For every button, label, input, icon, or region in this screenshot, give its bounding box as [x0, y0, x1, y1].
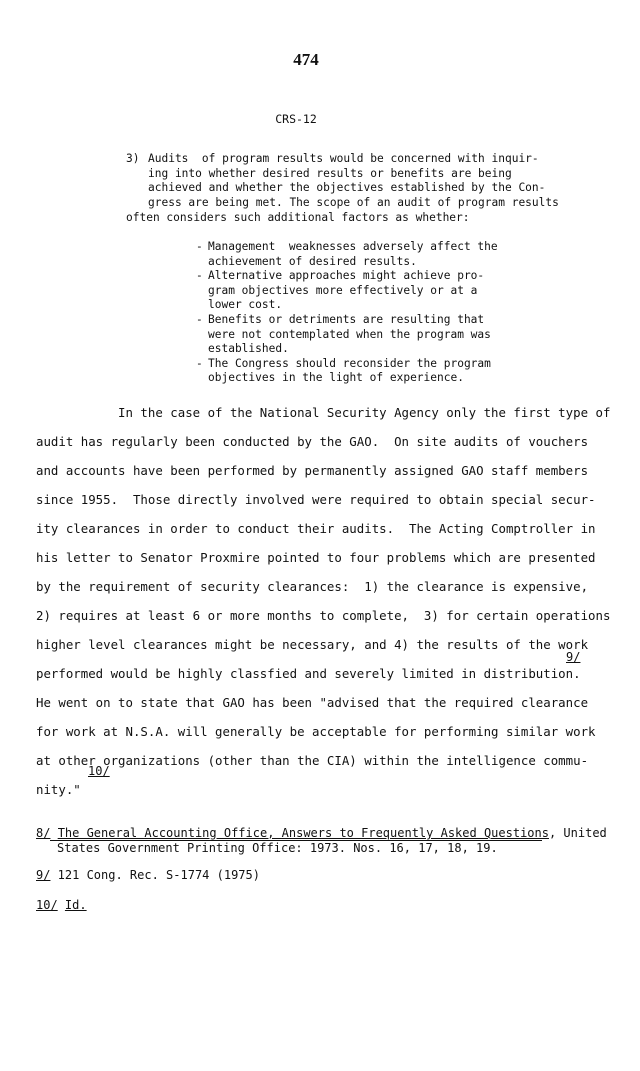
bullet-line: established.	[208, 342, 289, 356]
bullet-dash: -	[196, 269, 203, 283]
body-line: by the requirement of security clearances: 1) the clearance is expensive,	[36, 579, 589, 594]
body-paragraph	[36, 398, 611, 804]
page-number: 474	[293, 50, 319, 69]
body-line: for work at N.S.A. will generally be acceptable for performing similar work	[36, 724, 596, 739]
bullet-list	[196, 240, 536, 386]
body-line: since 1955. Those directly involved were required to obtain special secur-	[36, 492, 596, 507]
body-line: and accounts have been performed by permanently assigned GAO staff members	[36, 463, 589, 478]
bullet-dash: -	[196, 356, 203, 370]
document-id: CRS-12	[275, 112, 317, 126]
footnote-ref-10: 10/	[88, 764, 110, 778]
bullet-item	[196, 357, 536, 386]
point3-line: gress are being met. The scope of an audit of program results	[148, 196, 559, 210]
footnote-8-line-2: States Government Printing Office: 1973. Nos. 16, 17, 18, 19.	[57, 841, 498, 855]
bullet-line: achievement of desired results.	[208, 254, 417, 268]
bullet-dash: -	[196, 240, 203, 253]
footnote-title: The General Accounting Office, Answers to Frequently Asked Questions	[57, 826, 549, 840]
body-line: 2) requires at least 6 or more months to complete, 3) for certain operations	[36, 608, 611, 623]
footnote-text: 121 Cong. Rec. S-1774 (1975)	[50, 868, 260, 882]
body-line: He went on to state that GAO has been "advised that the required clearance	[36, 695, 589, 710]
body-line: nity."	[36, 782, 81, 797]
body-line: ity clearances in order to conduct their audits. The Acting Comptroller in	[36, 521, 596, 536]
footnote-9	[36, 868, 260, 883]
bullet-line: were not contemplated when the program was	[208, 327, 491, 341]
bullet-line: Alternative approaches might achieve pro-	[208, 269, 485, 283]
bullet-line: Management weaknesses adversely affect the	[208, 240, 498, 253]
bullet-line: objectives in the light of experience.	[208, 371, 464, 385]
footnote-ref-9: 9/	[566, 650, 581, 664]
bullet-line: lower cost.	[208, 298, 283, 312]
footnote-marker: 9/	[36, 868, 51, 882]
bullet-line: The Congress should reconsider the program	[208, 356, 491, 370]
bullet-line: Benefits or detriments are resulting that	[208, 312, 485, 326]
point3-line: Audits of program results would be concerned with inquir-	[148, 152, 539, 165]
body-line: at other organizations (other than the CIA) within the intelligence commu-	[36, 753, 589, 768]
body-line: audit has regularly been conducted by the GAO. On site audits of vouchers	[36, 434, 589, 449]
footnote-text: Id.	[64, 898, 87, 912]
footnote-10	[36, 898, 87, 913]
point3-line: often considers such additional factors as whether:	[126, 210, 470, 224]
bullet-item	[196, 313, 536, 357]
bullet-item	[196, 240, 536, 269]
footnote-marker: 10/	[36, 898, 58, 912]
list-item-point-3	[126, 152, 606, 226]
list-number: 3)	[126, 152, 140, 165]
body-line: performed would be highly classfied and severely limited in distribution.	[36, 666, 581, 681]
footnote-marker: 8/	[36, 826, 51, 840]
bullet-dash: -	[196, 312, 203, 326]
point3-line: achieved and whether the objectives established by the Con-	[148, 181, 546, 195]
body-line: higher level clearances might be necessary, and 4) the results of the work	[36, 637, 589, 652]
footnote-text: , United	[548, 826, 607, 840]
bullet-item	[196, 269, 536, 313]
body-line: In the case of the National Security Agency only the first type of	[36, 405, 611, 420]
footnote-8	[36, 826, 607, 841]
body-line: his letter to Senator Proxmire pointed to four problems which are presented	[36, 550, 596, 565]
point3-line: ing into whether desired results or benefits are being	[148, 166, 512, 180]
bullet-line: gram objectives more effectively or at a	[208, 283, 478, 297]
